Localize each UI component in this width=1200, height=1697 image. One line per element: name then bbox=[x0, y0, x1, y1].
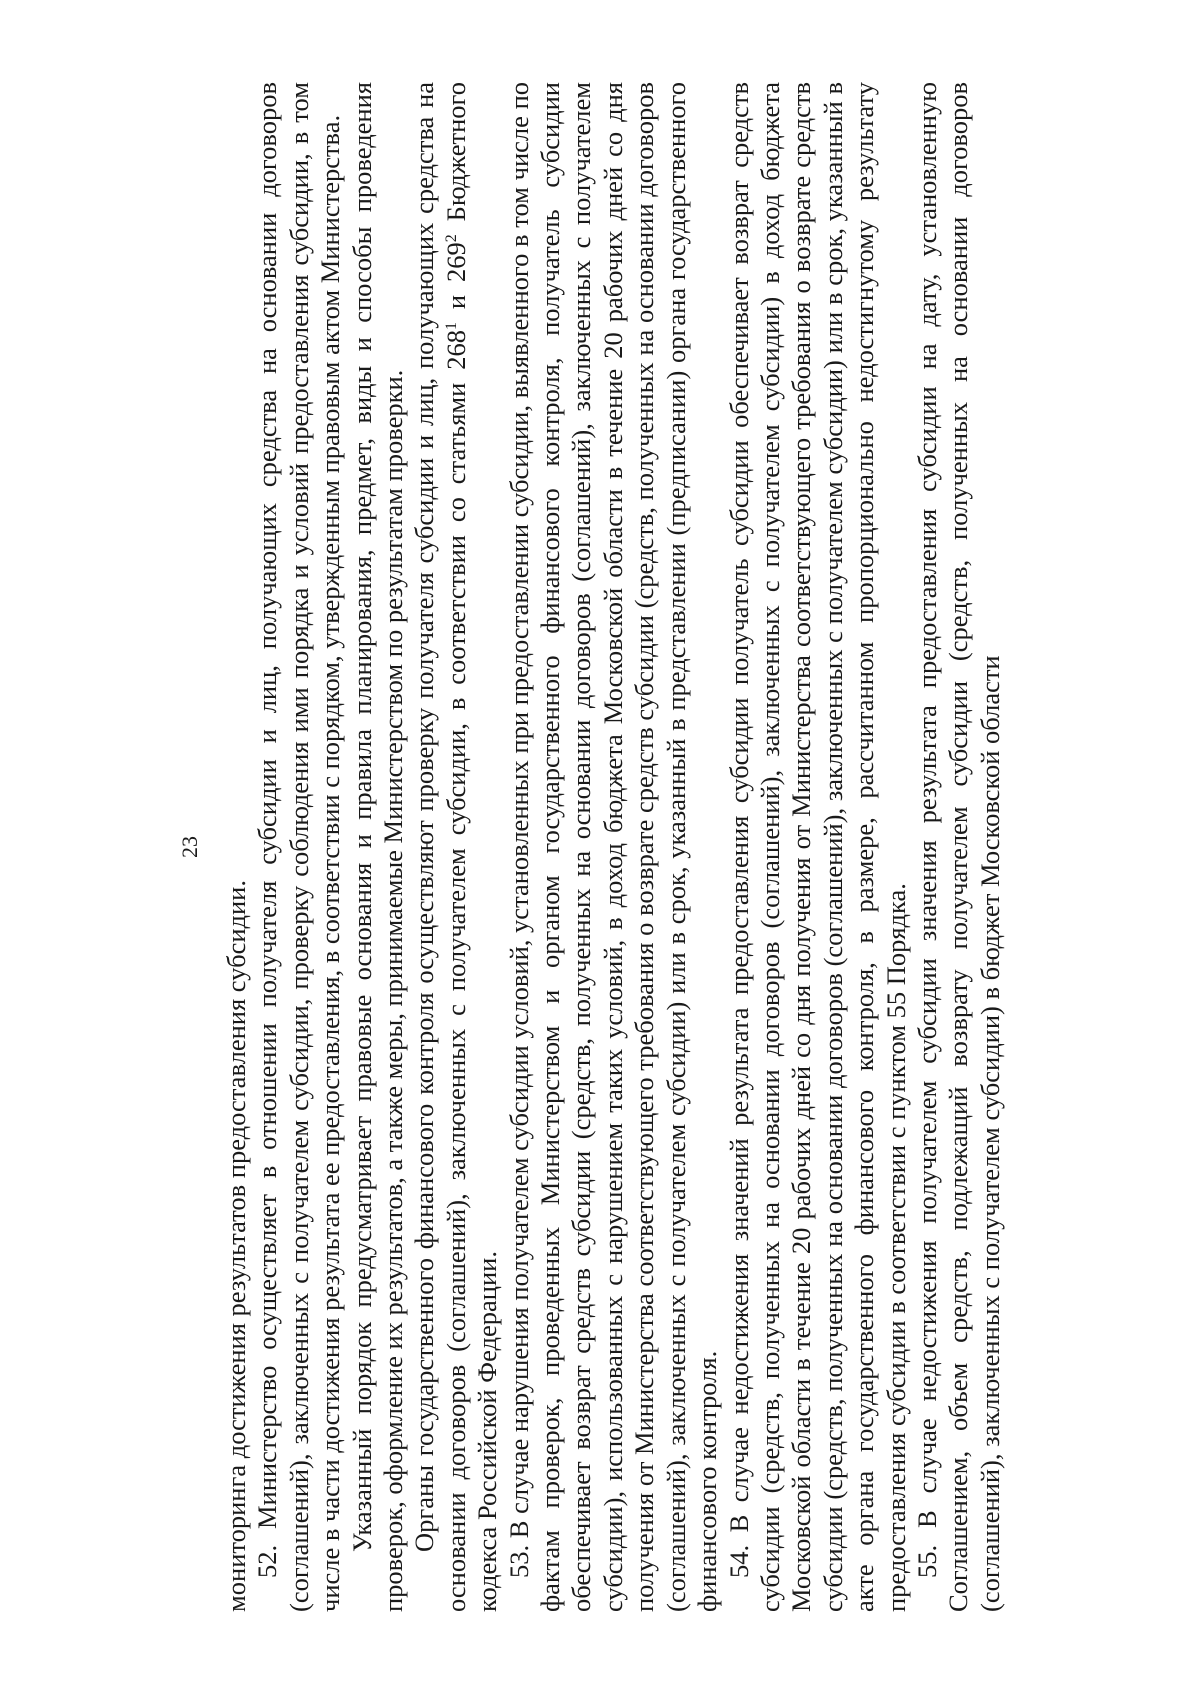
paragraph-52-procedure: Указанный порядок предусматривает правовые основания и правила планирования, предмет, виды и способы проведения проверок, оформление их результатов, а также меры, принимаемые Министерством по результатам проверки. bbox=[346, 82, 409, 1612]
page-number: 23 bbox=[177, 836, 202, 858]
paragraph-53: 53. В случае нарушения получателем субсидии условий, установленных при предоставлении субсидии, выявленного в том числе по фактам проверок, проведенных Министерством и органом государственного финансового контроля, получатель субсидии обеспечивает возврат средств субсидии (средств, полученных на основании договоров (соглашений), заключенных с получателем субсидии), использованных с нарушением таких условий, в доход бюджета Московской области в течение 20 рабочих дней со дня получения от Министерства соответствующего требования о возврате средств субсидии (средств, полученных на основании договоров (соглашений), заключенных с получателем субсидии) или в срок, указанный в представлении (предписании) органа государственного финансового контроля. bbox=[503, 82, 723, 1612]
paragraph-52: 52. Министерство осуществляет в отношении получателя субсидии и лиц, получающих средства на основании договоров (соглашений), заключенных с получателем субсидии, проверку соблюдения ими порядка и условий предоставления субсидии, в том числе в части достижения результата ее предоставления, в соответствии с порядком, утвержденным правовым актом Министерства. bbox=[252, 82, 346, 1612]
rotated-content bbox=[175, 82, 1115, 1612]
paragraph-52-control-text-2: и 269 bbox=[440, 242, 471, 322]
paragraph-52-control-text-1: Органы государственного финансового контроля осуществляют проверку получателя субсидии и лиц, получающих средства на основании договоров (соглашений), заключенных с получателем субсидии, в соответствии со статьями 268 bbox=[409, 82, 471, 1612]
superscript-2: 2 bbox=[442, 234, 460, 243]
paragraph-55: 55. В случае недостижения получателем субсидии значения результата предоставления субсидии на дату, установленную Соглашением, объем средств, подлежащий возврату получателем субсидии (средств, полученных на основании договоров (соглашений), заключенных с получателем субсидии) в бюджет Московской области bbox=[911, 82, 1005, 1612]
document-body bbox=[221, 82, 1006, 1612]
paragraph-54: 54. В случае недостижения значений результата предоставления субсидии получатель субсидии обеспечивает возврат средств субсидии (средств, полученных на основании договоров (соглашений), заключенных с получателем субсидии) в доход бюджета Московской области в течение 20 рабочих дней со дня получения от Министерства соответствующего требования о возврате средств субсидии (средств, полученных на основании договоров (соглашений), заключенных с получателем субсидии) или в срок, указанный в акте органа государственного финансового контроля, в размере, рассчитанном пропорционально недостигнутому результату предоставления субсидии в соответствии с пунктом 55 Порядка. bbox=[723, 82, 911, 1612]
paragraph-monitoring: мониторинга достижения результатов предоставления субсидии. bbox=[221, 880, 251, 1612]
paragraph-52-control-bodies bbox=[409, 82, 503, 1612]
paragraph-52-control-text-3: Бюджетного кодекса Российской Федерации. bbox=[440, 82, 503, 1612]
superscript-1: 1 bbox=[442, 322, 460, 330]
